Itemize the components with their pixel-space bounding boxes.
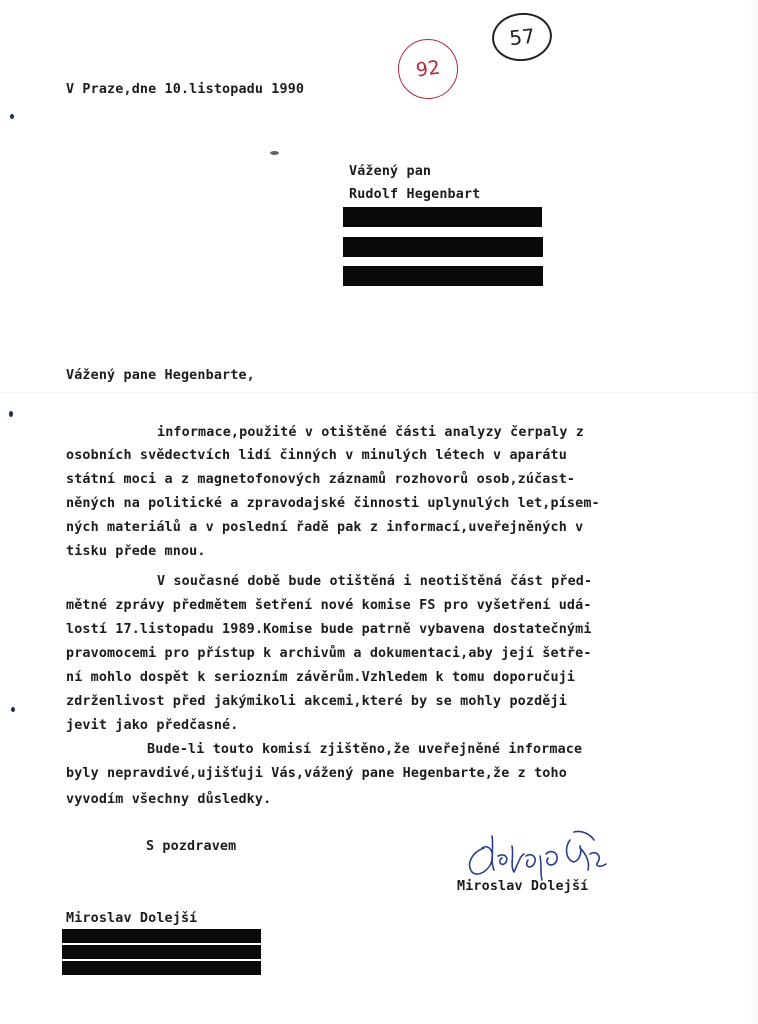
redaction-bar xyxy=(62,961,261,975)
margin-mark xyxy=(10,114,14,119)
body-line: vyvodím všechny důsledky. xyxy=(66,792,272,807)
greeting: Vážený pane Hegenbarte, xyxy=(66,368,255,383)
redaction-bar xyxy=(343,207,542,227)
recipient-salutation: Vážený pan xyxy=(349,164,432,179)
body-line: ných materiálů a v poslední řadě pak z informací,uveřejněných v xyxy=(66,520,584,535)
body-line: pravomocemi pro přístup k archivům a dokumentaci,aby její šetře- xyxy=(66,646,592,661)
body-line: státní moci a z magnetofonových záznamů rozhovorů osob,zúčast- xyxy=(66,472,576,487)
margin-mark xyxy=(11,707,15,712)
redaction-bar xyxy=(343,266,543,286)
red-circled-number: 92 xyxy=(394,35,462,103)
redaction-bar xyxy=(62,929,261,943)
date-line: V Praze,dne 10.listopadu 1990 xyxy=(66,82,305,97)
body-line: něných na politické a zpravodajské činnosti uplynulých let,písem- xyxy=(66,496,600,511)
page-edge-shadow xyxy=(748,0,758,1024)
body-line: informace,použité v otištěné části analyzy čerpaly z xyxy=(157,425,585,440)
body-line: zdrženlivost před jakýmikoli akcemi,které by se mohly později xyxy=(66,694,567,709)
body-line: osobních svědectvích lidí činných v minulých létech v aparátu xyxy=(66,448,567,463)
paper-smudge xyxy=(270,151,279,155)
handwritten-signature xyxy=(462,826,612,884)
recipient-name: Rudolf Hegenbart xyxy=(349,187,481,202)
signature-name: Miroslav Dolejší xyxy=(457,879,589,894)
body-line: tisku přede mnou. xyxy=(66,544,206,559)
body-line: ní mohlo dospět k seriozním závěrům.Vzhledem k tomu doporučuji xyxy=(66,670,576,685)
sender-name: Miroslav Dolejší xyxy=(66,911,198,926)
black-circled-number: 57 xyxy=(490,10,555,64)
body-line: mětné zprávy předmětem šetření nové komise FS pro vyšetření udá- xyxy=(66,598,592,613)
scan-seam xyxy=(0,392,758,393)
margin-mark xyxy=(9,411,13,417)
body-line: V současné době bude otištěná i neotištěná část před- xyxy=(157,574,593,589)
body-line: lostí 17.listopadu 1989.Komise bude patrně vybavena dostatečnými xyxy=(66,622,592,637)
redaction-bar xyxy=(62,945,261,959)
closing: S pozdravem xyxy=(146,839,237,854)
redaction-bar xyxy=(343,237,543,257)
body-line: jevit jako předčasné. xyxy=(66,718,239,733)
body-line: Bude-li touto komisí zjištěno,že uveřejněné informace xyxy=(147,742,583,757)
body-line: byly nepravdivé,ujišťuji Vás,vážený pane Hegenbarte,že z toho xyxy=(66,766,567,781)
